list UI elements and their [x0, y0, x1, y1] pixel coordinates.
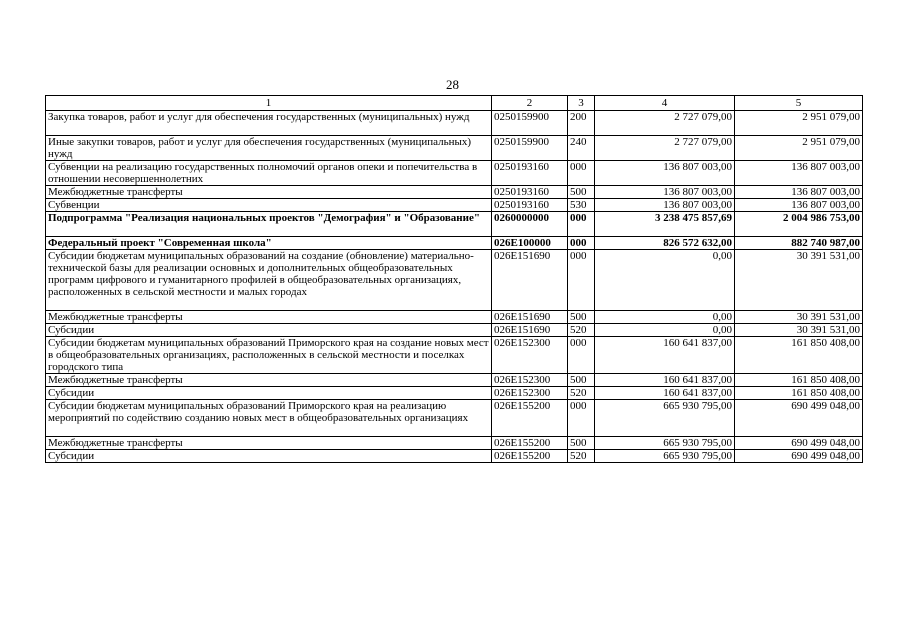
table-row: [46, 450, 863, 463]
row-amount-col4-cell: 160 641 837,00: [595, 374, 735, 387]
row-amount-col4-cell: 665 930 795,00: [595, 450, 735, 463]
row-name-cell: Межбюджетные трансферты: [46, 374, 492, 387]
row-name-cell: Субвенции на реализацию государственных полномочий органов опеки и попечительства в отношении несовершеннолетних: [46, 161, 492, 186]
row-amount-col4-cell: 160 641 837,00: [595, 387, 735, 400]
row-name-cell: Межбюджетные трансферты: [46, 186, 492, 199]
table-header-row: [46, 96, 863, 111]
header-col-4: 4: [595, 96, 735, 111]
row-code-cell: 0250159900: [492, 136, 568, 161]
row-expense-type-cell: 000: [568, 250, 595, 311]
row-expense-type-cell: 240: [568, 136, 595, 161]
row-amount-col5-cell: 2 951 079,00: [735, 136, 863, 161]
table-row: [46, 111, 863, 136]
row-amount-col5-cell: 690 499 048,00: [735, 437, 863, 450]
row-name-cell: Субсидии: [46, 450, 492, 463]
row-name-cell: Подпрограмма "Реализация национальных проектов "Демография" и "Образование": [46, 212, 492, 237]
table-row: [46, 161, 863, 186]
row-amount-col5-cell: 2 951 079,00: [735, 111, 863, 136]
row-expense-type-cell: 500: [568, 374, 595, 387]
row-amount-col5-cell: 161 850 408,00: [735, 387, 863, 400]
row-code-cell: 026E152300: [492, 337, 568, 374]
row-name-cell: Межбюджетные трансферты: [46, 437, 492, 450]
row-expense-type-cell: 520: [568, 450, 595, 463]
row-expense-type-cell: 000: [568, 337, 595, 374]
row-expense-type-cell: 530: [568, 199, 595, 212]
row-amount-col4-cell: 136 807 003,00: [595, 161, 735, 186]
row-amount-col4-cell: 665 930 795,00: [595, 400, 735, 437]
row-expense-type-cell: 520: [568, 324, 595, 337]
row-amount-col5-cell: 30 391 531,00: [735, 324, 863, 337]
row-amount-col5-cell: 136 807 003,00: [735, 199, 863, 212]
table-row: [46, 136, 863, 161]
row-code-cell: 026E100000: [492, 237, 568, 250]
header-col-1: 1: [46, 96, 492, 111]
table-row: [46, 237, 863, 250]
row-code-cell: 026E155200: [492, 450, 568, 463]
row-name-cell: Субсидии бюджетам муниципальных образований на создание (обновление) материально-технической базы для реализации основных и дополнительных общеобразовательных программ цифрового и гуманитарного профилей в общеобразовательных организациях, расположенных в сельской местности и малых городах: [46, 250, 492, 311]
row-expense-type-cell: 500: [568, 311, 595, 324]
table-body: [46, 111, 863, 463]
row-amount-col4-cell: 2 727 079,00: [595, 111, 735, 136]
row-code-cell: 0250193160: [492, 199, 568, 212]
row-name-cell: Иные закупки товаров, работ и услуг для обеспечения государственных (муниципальных) нужд: [46, 136, 492, 161]
row-code-cell: 026E155200: [492, 400, 568, 437]
row-name-cell: Федеральный проект "Современная школа": [46, 237, 492, 250]
row-expense-type-cell: 000: [568, 400, 595, 437]
row-amount-col4-cell: 136 807 003,00: [595, 199, 735, 212]
row-name-cell: Субвенции: [46, 199, 492, 212]
row-code-cell: 026E151690: [492, 250, 568, 311]
row-expense-type-cell: 000: [568, 161, 595, 186]
table-row: [46, 186, 863, 199]
row-name-cell: Субсидии: [46, 324, 492, 337]
row-name-cell: Субсидии: [46, 387, 492, 400]
table-row: [46, 250, 863, 311]
row-expense-type-cell: 520: [568, 387, 595, 400]
table-row: [46, 374, 863, 387]
row-code-cell: 0250193160: [492, 161, 568, 186]
budget-table: [45, 95, 863, 463]
row-amount-col4-cell: 826 572 632,00: [595, 237, 735, 250]
row-amount-col4-cell: 3 238 475 857,69: [595, 212, 735, 237]
row-expense-type-cell: 000: [568, 212, 595, 237]
row-code-cell: 026E152300: [492, 374, 568, 387]
table-row: [46, 387, 863, 400]
row-amount-col4-cell: 160 641 837,00: [595, 337, 735, 374]
row-amount-col4-cell: 0,00: [595, 311, 735, 324]
row-name-cell: Межбюджетные трансферты: [46, 311, 492, 324]
row-code-cell: 026E151690: [492, 311, 568, 324]
header-col-2: 2: [492, 96, 568, 111]
row-amount-col4-cell: 665 930 795,00: [595, 437, 735, 450]
row-expense-type-cell: 500: [568, 437, 595, 450]
table-row: [46, 199, 863, 212]
row-code-cell: 0250159900: [492, 111, 568, 136]
row-amount-col5-cell: 161 850 408,00: [735, 337, 863, 374]
row-code-cell: 026E151690: [492, 324, 568, 337]
row-amount-col4-cell: 0,00: [595, 250, 735, 311]
row-code-cell: 0260000000: [492, 212, 568, 237]
table-row: [46, 311, 863, 324]
row-amount-col5-cell: 2 004 986 753,00: [735, 212, 863, 237]
row-amount-col5-cell: 30 391 531,00: [735, 311, 863, 324]
page-number: 28: [446, 77, 459, 92]
row-amount-col4-cell: 2 727 079,00: [595, 136, 735, 161]
table-row: [46, 324, 863, 337]
row-amount-col4-cell: 0,00: [595, 324, 735, 337]
row-amount-col5-cell: 161 850 408,00: [735, 374, 863, 387]
row-expense-type-cell: 500: [568, 186, 595, 199]
header-col-3: 3: [568, 96, 595, 111]
row-code-cell: 026E155200: [492, 437, 568, 450]
table-row: [46, 400, 863, 437]
table-row: [46, 212, 863, 237]
row-name-cell: Субсидии бюджетам муниципальных образований Приморского края на создание новых мест в общеобразовательных организациях, расположенных в сельской местности и поселках городского типа: [46, 337, 492, 374]
row-expense-type-cell: 200: [568, 111, 595, 136]
row-code-cell: 026E152300: [492, 387, 568, 400]
row-name-cell: Субсидии бюджетам муниципальных образований Приморского края на реализацию мероприятий по содействию созданию новых мест в общеобразовательных организациях: [46, 400, 492, 437]
row-amount-col5-cell: 690 499 048,00: [735, 400, 863, 437]
row-name-cell: Закупка товаров, работ и услуг для обеспечения государственных (муниципальных) нужд: [46, 111, 492, 136]
table-row: [46, 437, 863, 450]
row-amount-col5-cell: 136 807 003,00: [735, 186, 863, 199]
row-amount-col5-cell: 690 499 048,00: [735, 450, 863, 463]
row-code-cell: 0250193160: [492, 186, 568, 199]
row-amount-col4-cell: 136 807 003,00: [595, 186, 735, 199]
header-col-5: 5: [735, 96, 863, 111]
table-row: [46, 337, 863, 374]
row-amount-col5-cell: 136 807 003,00: [735, 161, 863, 186]
row-amount-col5-cell: 30 391 531,00: [735, 250, 863, 311]
row-expense-type-cell: 000: [568, 237, 595, 250]
row-amount-col5-cell: 882 740 987,00: [735, 237, 863, 250]
